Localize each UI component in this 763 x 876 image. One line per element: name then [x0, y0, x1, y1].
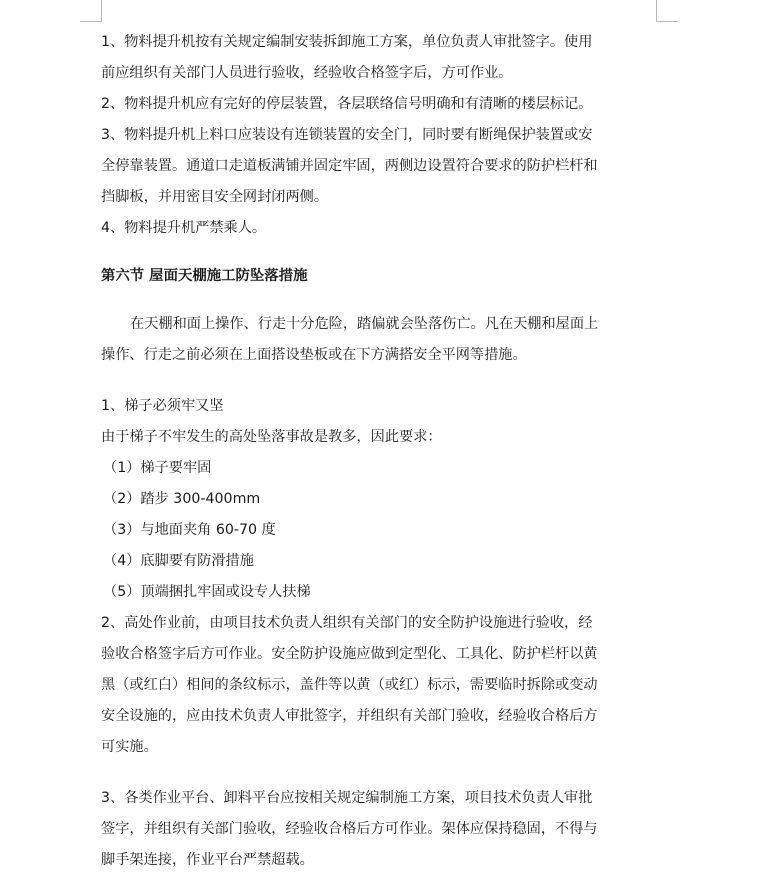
document-body: [101, 27, 661, 876]
paragraph-line: 4、物料提升机严禁乘人。: [101, 220, 267, 236]
list-item: （1）梯子要牢固: [103, 460, 212, 476]
paragraph-line: 脚手架连接，作业平台严禁超载。: [101, 852, 314, 868]
paragraph-line: 安全设施的，应由技术负责人审批签字，并组织有关部门验收，经验收合格后方: [101, 708, 598, 724]
paragraph-line: 挡脚板，并用密目安全网封闭两侧。: [101, 189, 329, 205]
list-item-heading: 1、梯子必须牢又坚: [101, 398, 224, 414]
paragraph-line: 在天棚和面上操作、行走十分危险，踏偏就会坠落伤亡。凡在天棚和屋面上: [130, 316, 599, 332]
paragraph-line: 由于梯子不牢发生的高处坠落事故是教多，因此要求：: [101, 429, 442, 445]
paragraph-line: 前应组织有关部门人员进行验收，经验收合格签字后，方可作业。: [101, 65, 513, 81]
paragraph-line: 1、物料提升机按有关规定编制安装拆卸施工方案，单位负责人审批签字。使用: [101, 34, 593, 50]
section-heading: 第六节 屋面天棚施工防坠落措施: [101, 268, 308, 284]
margin-line-right: [656, 21, 678, 22]
paragraph-line: 3、物料提升机上料口应装设有连锁装置的安全门，同时要有断绳保护装置或安: [101, 127, 593, 143]
paragraph-line: 2、高处作业前，由项目技术负责人组织有关部门的安全防护设施进行验收，经: [101, 615, 593, 631]
paragraph-line: 全停靠装置。通道口走道板满铺并固定牢固，两侧边设置符合要求的防护栏杆和: [101, 158, 598, 174]
list-item: （3）与地面夹角 60-70 度: [103, 522, 276, 538]
paragraph-line: 黑（或红白）相间的条纹标示，盖件等以黄（或红）标示，需要临时拆除或变动: [101, 677, 598, 693]
list-item: （4）底脚要有防滑措施: [103, 553, 254, 569]
margin-mark-right: [656, 0, 657, 22]
list-item: （2）踏步 300-400mm: [103, 491, 261, 507]
paragraph-line: 3、各类作业平台、卸料平台应按相关规定编制施工方案，项目技术负责人审批: [101, 790, 593, 806]
paragraph-line: 操作、行走之前必须在上面搭设垫板或在下方满搭安全平网等措施。: [101, 347, 527, 363]
list-item: （5）顶端捆扎牢固或设专人扶梯: [103, 584, 311, 600]
margin-line-left: [80, 21, 102, 22]
paragraph-line: 可实施。: [101, 739, 158, 755]
margin-mark-left: [101, 0, 102, 22]
paragraph-line: 2、物料提升机应有完好的停层装置，各层联络信号明确和有清晰的楼层标记。: [101, 96, 593, 112]
paragraph-line: 签字，并组织有关部门验收，经验收合格后方可作业。架体应保持稳固，不得与: [101, 821, 598, 837]
paragraph-line: 验收合格签字后方可作业。安全防护设施应做到定型化、工具化、防护栏杆以黄: [101, 646, 598, 662]
